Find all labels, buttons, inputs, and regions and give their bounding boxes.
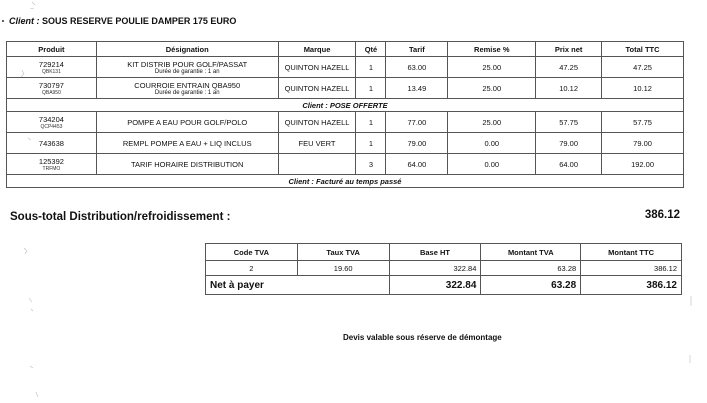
- validity-note: Devis valable sous réserve de démontage: [343, 333, 502, 342]
- client-band-temps-passe: Client : Facturé au temps passé: [7, 175, 684, 188]
- cell-total: 192.00: [602, 154, 684, 175]
- vat-col-code: Code TVA: [206, 244, 298, 261]
- scan-mark: [28, 138, 31, 140]
- net-base: 322.84: [389, 276, 481, 295]
- cell-tarif: 64.00: [386, 154, 448, 175]
- cell-remise: 25.00: [448, 57, 536, 78]
- cell-prix-net: 79.00: [536, 133, 602, 154]
- vat-col-montant-tva: Montant TVA: [481, 244, 581, 261]
- cell-code: 730797 QBA950: [7, 78, 97, 99]
- cell-marque: QUINTON HAZELL: [278, 112, 356, 133]
- client-note-text: SOUS RESERVE POULIE DAMPER 175 EURO: [42, 16, 237, 26]
- cell-code: 743638: [7, 133, 97, 154]
- cell-tarif: 79.00: [386, 133, 448, 154]
- cell-designation: TARIF HORAIRE DISTRIBUTION: [96, 154, 278, 175]
- cell-prix-net: 57.75: [536, 112, 602, 133]
- col-header-marque: Marque: [278, 42, 356, 57]
- cell-remise: 25.00: [448, 112, 536, 133]
- cell-qte: 3: [356, 154, 386, 175]
- vat-col-montant-ttc: Montant TTC: [581, 244, 682, 261]
- cell-prix-net: 47.25: [536, 57, 602, 78]
- cell-remise: 25.00: [448, 78, 536, 99]
- col-header-prix-net: Prix net: [536, 42, 602, 57]
- col-header-remise: Remise %: [448, 42, 536, 57]
- cell-qte: 1: [356, 78, 386, 99]
- col-header-qte: Qté: [356, 42, 386, 57]
- cell-designation: POMPE A EAU POUR GOLF/POLO: [96, 112, 278, 133]
- vat-code: 2: [206, 261, 298, 276]
- cell-designation: KIT DISTRIB POUR GOLF/PASSAT Durée de garantie : 1 an: [96, 57, 278, 78]
- col-header-designation: Désignation: [96, 42, 278, 57]
- cell-designation: REMPL POMPE A EAU + LIQ INCLUS: [96, 133, 278, 154]
- vat-montant-tva: 63.28: [481, 261, 581, 276]
- cell-designation: COURROIE ENTRAIN QBA950 Durée de garantie : 1 an: [96, 78, 278, 99]
- net-montant-ttc: 386.12: [581, 276, 682, 295]
- client-band-pose-offerte: Client : POSE OFFERTE: [7, 99, 684, 112]
- cell-tarif: 13.49: [386, 78, 448, 99]
- cell-remise: 0.00: [448, 133, 536, 154]
- scan-mark: [30, 366, 33, 368]
- cell-qte: 1: [356, 57, 386, 78]
- cell-marque: QUINTON HAZELL: [278, 57, 356, 78]
- scan-mark: [30, 2, 35, 9]
- cell-remise: 0.00: [448, 154, 536, 175]
- vat-base: 322.84: [389, 261, 481, 276]
- vat-col-taux: Taux TVA: [297, 244, 389, 261]
- client-label: Client :: [9, 16, 40, 26]
- scan-mark: [24, 248, 27, 254]
- cell-marque: QUINTON HAZELL: [278, 78, 356, 99]
- cell-qte: 1: [356, 133, 386, 154]
- cell-total: 57.75: [602, 112, 684, 133]
- cell-tarif: 77.00: [386, 112, 448, 133]
- cell-code: 729214 QBK131: [7, 57, 97, 78]
- net-montant-tva: 63.28: [481, 276, 581, 295]
- scan-dot: [2, 20, 4, 22]
- cell-code: 734204 QCP4453: [7, 112, 97, 133]
- cell-prix-net: 64.00: [536, 154, 602, 175]
- vat-col-base: Base HT: [389, 244, 481, 261]
- cell-total: 47.25: [602, 57, 684, 78]
- col-header-produit: Produit: [7, 42, 97, 57]
- cell-prix-net: 10.12: [536, 78, 602, 99]
- scan-mark: [29, 298, 33, 311]
- col-header-total: Total TTC: [602, 42, 684, 57]
- cell-code: 125392 TRFMO: [7, 154, 97, 175]
- col-header-tarif: Tarif: [386, 42, 448, 57]
- subtotal-value: 386.12: [644, 209, 680, 221]
- vat-taux: 19.60: [297, 261, 389, 276]
- cell-total: 10.12: [602, 78, 684, 99]
- cell-tarif: 63.00: [386, 57, 448, 78]
- scan-mark: [21, 70, 24, 77]
- vat-montant-ttc: 386.12: [581, 261, 682, 276]
- cell-qte: 1: [356, 112, 386, 133]
- scan-mark: [36, 392, 38, 397]
- cell-total: 79.00: [602, 133, 684, 154]
- cell-marque: FEU VERT: [278, 133, 356, 154]
- scan-mark: [690, 296, 691, 363]
- net-to-pay-label: Net à payer: [206, 276, 390, 295]
- subtotal-label: Sous-total Distribution/refroidissement :: [10, 211, 231, 223]
